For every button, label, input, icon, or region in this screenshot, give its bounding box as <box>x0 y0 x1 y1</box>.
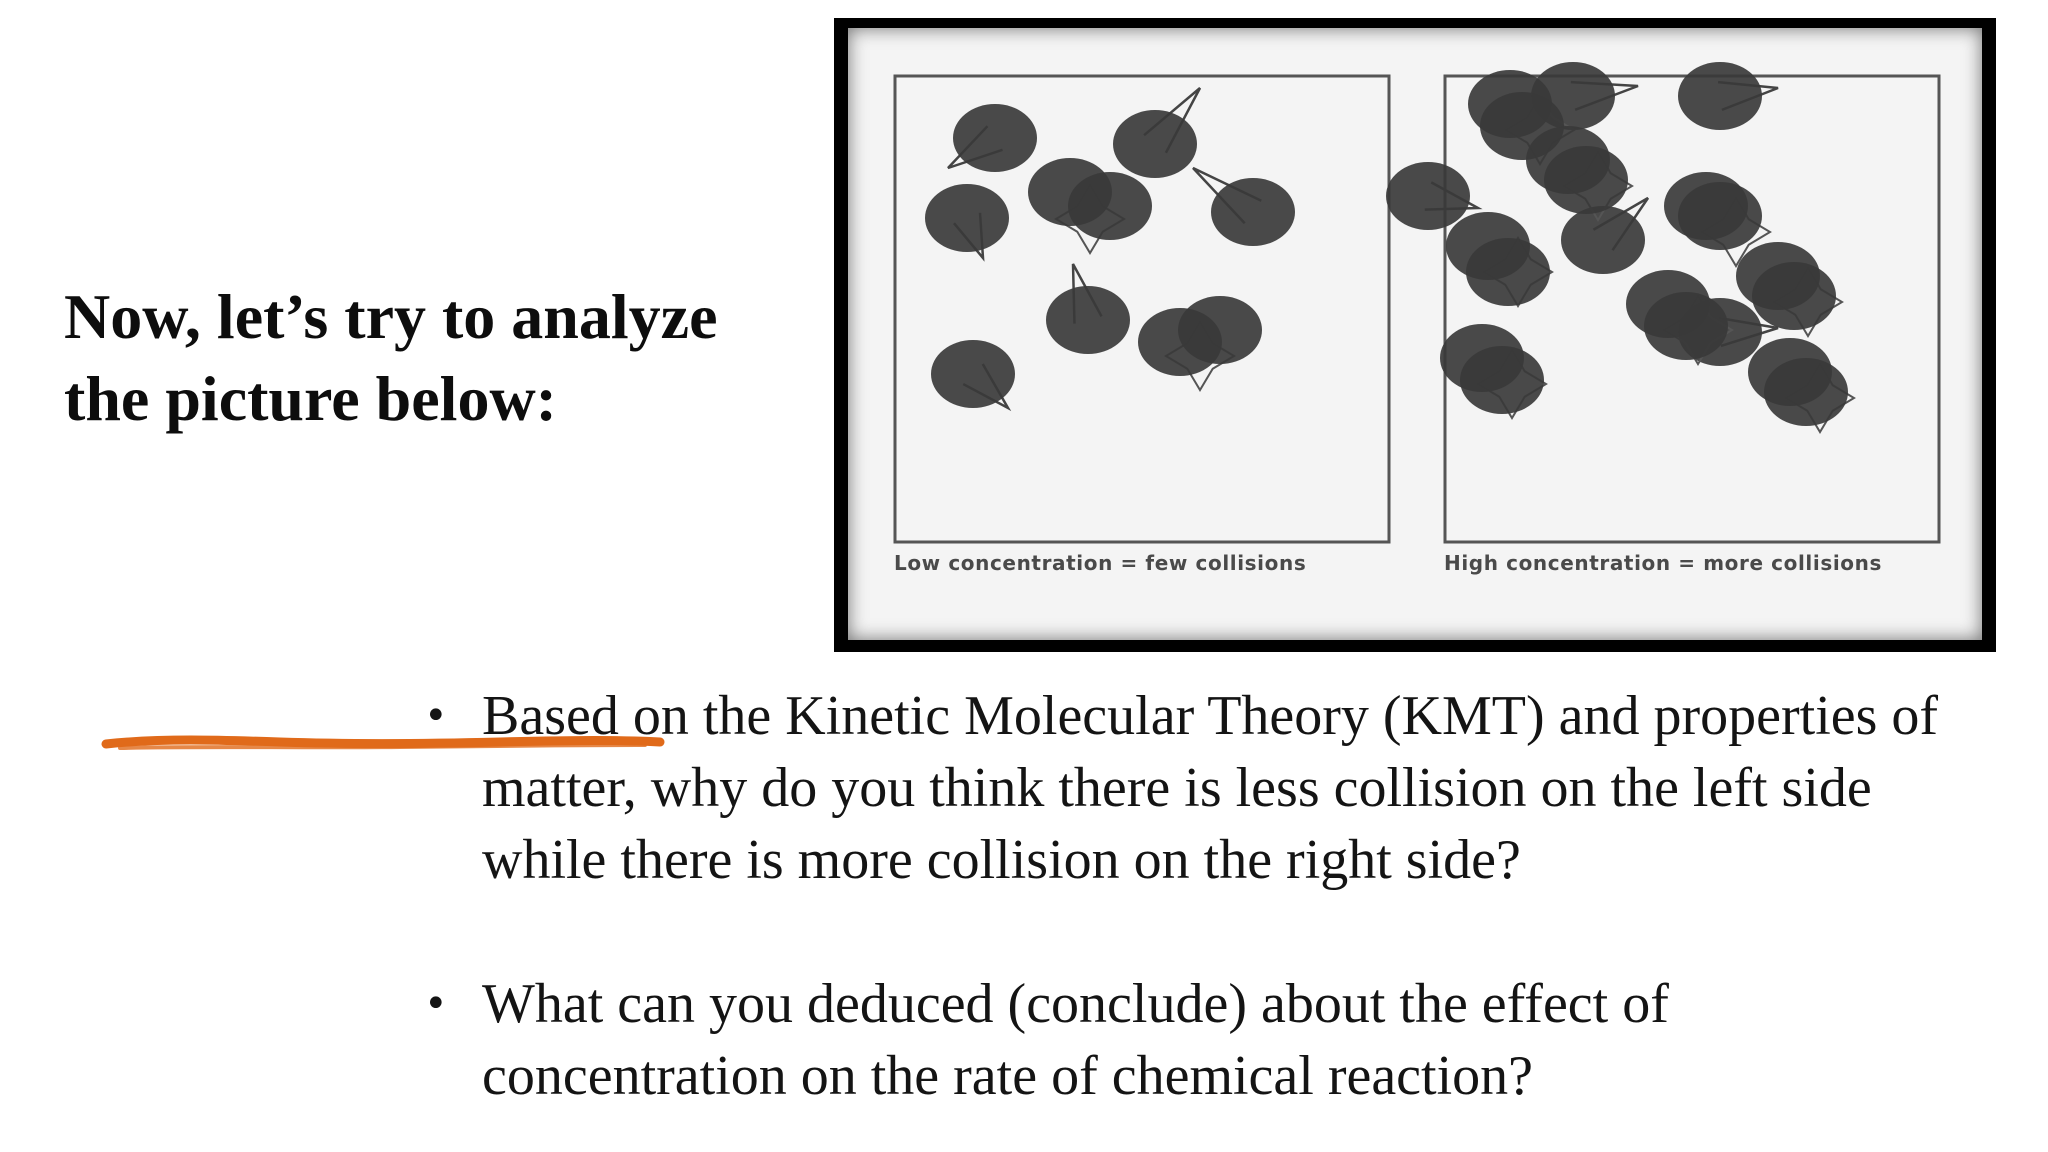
question-1-line-1: Based on the Kinetic Molecular Theory (KMT) and properties of <box>482 685 1939 747</box>
collision-figure-panel <box>848 28 1982 640</box>
question-2-line-2: concentration on the rate of chemical reaction? <box>482 1045 1534 1107</box>
slide-heading <box>64 276 804 440</box>
colliding-particle <box>1178 296 1262 364</box>
question-1-line-3: while there is more collision on the right side? <box>482 829 1521 891</box>
question-1-line-2: matter, why do you think there is less collision on the left side <box>482 757 1872 819</box>
question-item-concentration <box>420 968 2030 1112</box>
question-2-line-1: What can you deduced (conclude) about the effect of <box>482 973 1669 1035</box>
colliding-particle <box>1678 182 1762 250</box>
colliding-particle <box>1466 238 1550 306</box>
particle <box>953 104 1037 172</box>
particle <box>931 340 1015 408</box>
particle <box>1113 110 1197 178</box>
particle <box>1678 62 1762 130</box>
bullet-marker: • <box>424 981 448 1027</box>
colliding-particle <box>1068 172 1152 240</box>
bullet-marker: • <box>424 693 448 739</box>
particle <box>1386 162 1470 230</box>
particle <box>925 184 1009 252</box>
collision-illustration <box>848 28 1982 640</box>
low-concentration-caption: Low concentration = few collisions <box>894 551 1307 575</box>
heading-line-2: the picture below: <box>64 363 557 434</box>
particle <box>1211 178 1295 246</box>
colliding-particle <box>1460 346 1544 414</box>
colliding-particle <box>1764 358 1848 426</box>
colliding-particle <box>1644 292 1728 360</box>
colliding-particle <box>1752 262 1836 330</box>
high-concentration-caption: High concentration = more collisions <box>1444 551 1882 575</box>
particle <box>1046 286 1130 354</box>
heading-line-1: Now, let’s try to analyze <box>64 281 718 352</box>
particle <box>1561 206 1645 274</box>
collision-figure <box>834 18 1996 652</box>
colliding-particle <box>1544 146 1628 214</box>
question-item-kmt <box>420 680 2030 896</box>
discussion-questions <box>420 680 2030 1112</box>
